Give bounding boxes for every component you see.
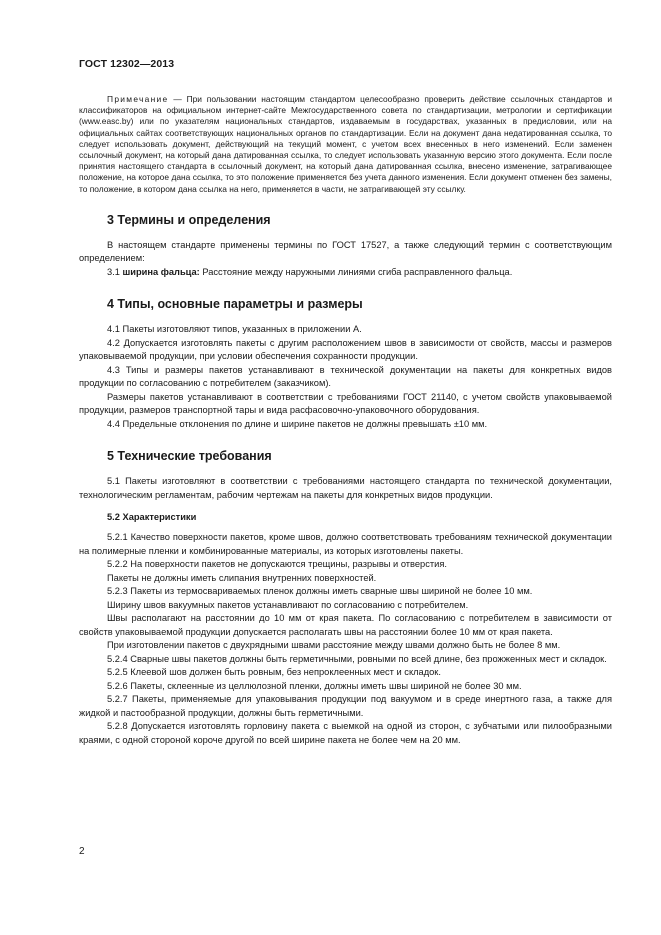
paragraph-4-1: 4.1 Пакеты изготовляют типов, указанных в приложении А. — [107, 324, 362, 335]
subsection-5-2-title: 5.2 Характеристики — [107, 512, 197, 523]
paragraph-5-2-6: 5.2.6 Пакеты, склеенные из целлюлозной пленки, должны иметь швы шириной не более 30 мм. — [107, 680, 522, 691]
section-4-title: 4 Типы, основные параметры и размеры — [107, 297, 363, 312]
paragraph-5-2-8: 5.2.8 Допускается изготовлять горловину пакета с выемкой на одной из сторон, с зубчатыми или пилообразными краями, с одной стороной короче другой по всей ширине пакета не более чем на 20 мм. — [79, 721, 612, 745]
term-definition: Расстояние между наружными линиями сгиба расправленного фальца. — [199, 266, 513, 277]
section-3-intro: В настоящем стандарте применены термины по ГОСТ 17527, а также следующий термин с соответствующим определением: — [79, 239, 612, 264]
standard-header: ГОСТ 12302—2013 — [79, 58, 175, 70]
term-3-1 — [79, 266, 612, 280]
section-3-title: 3 Термины и определения — [107, 212, 271, 227]
paragraph-5-2-3-cont3: При изготовлении пакетов с двухрядными швами расстояние между швами должно быть не более 8 мм. — [107, 640, 561, 651]
paragraph-5-2-2-cont: Пакеты не должны иметь слипания внутренних поверхностей. — [107, 572, 377, 583]
paragraph-5-2-7: 5.2.7 Пакеты, применяемые для упаковывания продукции под вакуумом и в среде инертного газа, а также для жидкой и пастообразной продукции, должны быть герметичными. — [79, 694, 612, 718]
paragraph-5-2-1: 5.2.1 Качество поверхности пакетов, кроме швов, должно соответствовать требованиям технической документации на полимерные пленки и комбинированные материалы, из которых изготовлены пакеты. — [79, 532, 612, 556]
term-name: ширина фальца: — [122, 266, 200, 277]
paragraph-4-2: 4.2 Допускается изготовлять пакеты с другим расположением швов в зависимости от свойств, массы и размеров упаковываемой продукции, при условии обеспечения сохранности продукции. — [79, 337, 612, 362]
note-text: — При пользовании настоящим стандартом целесообразно проверить действие ссылочных стандартов и классификаторов на официальном интернет-сайте Межгосударственного совета по стандартизации, метрологии и сертификации (www.easc.by) или по указателям национальных стандартов, издаваемым в государствах, указанных в предисловии, или на официальных сайтах соответствующих национальных органов по стандартизации. Если на документ дана недатированная ссылка, то следует использовать документ, действующий на текущий момент, с учетом всех внесенных в него изменений. Если заменен ссылочный документ, на который дана датированная ссылка, то следует использовать указанную версию этого документа. Если после принятия настоящего стандарта в ссылочный документ, на который дана датированная ссылка, внесено изменение, затрагивающее положение, на которое дана ссылка, то это положение применяется без учета данного изменения. Если документ отменен без замены, то положение, в котором дана ссылка на него, применяется в части, не затрагивающей эту ссылку. — [79, 94, 612, 194]
page-number: 2 — [79, 846, 85, 857]
paragraph-4-3: 4.3 Типы и размеры пакетов устанавливают в технической документации на пакеты для конкретных видов продукции по согласованию с потребителем (заказчиком). — [79, 364, 612, 389]
paragraph-4-4: 4.4 Предельные отклонения по длине и ширине пакетов не должны превышать ±10 мм. — [107, 418, 488, 429]
page-content — [79, 94, 612, 747]
term-number: 3.1 — [107, 266, 123, 277]
paragraph-5-1: 5.1 Пакеты изготовляют в соответствии с требованиями настоящего стандарта по технической документации, технологическим регламентам, рабочим чертежам на пакеты для конкретных видов продукции. — [79, 476, 612, 500]
paragraph-5-2-3-cont1: Ширину швов вакуумных пакетов устанавливают по согласованию с потребителем. — [107, 599, 469, 610]
paragraph-4-3-cont: Размеры пакетов устанавливают в соответствии с требованиями ГОСТ 21140, с учетом свойств упаковываемой продукции, размеров транспортной тары и вида расфасовочно-упаковочного оборудования. — [79, 391, 612, 416]
paragraph-5-2-5: 5.2.5 Клеевой шов должен быть ровным, без непроклеенных мест и складок. — [107, 667, 441, 678]
paragraph-5-2-4: 5.2.4 Сварные швы пакетов должны быть герметичными, ровными по всей длине, без прожженных мест и складок. — [107, 653, 607, 664]
note-paragraph — [79, 94, 612, 195]
paragraph-5-2-2: 5.2.2 На поверхности пакетов не допускаются трещины, разрывы и отверстия. — [107, 559, 447, 570]
section-5-title: 5 Технические требования — [107, 449, 272, 464]
paragraph-5-2-3-cont2: Швы располагают на расстоянии до 10 мм от края пакета. По согласованию с потребителем в зависимости от свойств упаковываемой продукции допускается располагать швы на расстоянии более 10 мм от края пакета. — [79, 613, 612, 637]
note-label: Примечание — [107, 94, 169, 104]
paragraph-5-2-3: 5.2.3 Пакеты из термосвариваемых пленок должны иметь сварные швы шириной не более 10 мм. — [107, 586, 533, 597]
